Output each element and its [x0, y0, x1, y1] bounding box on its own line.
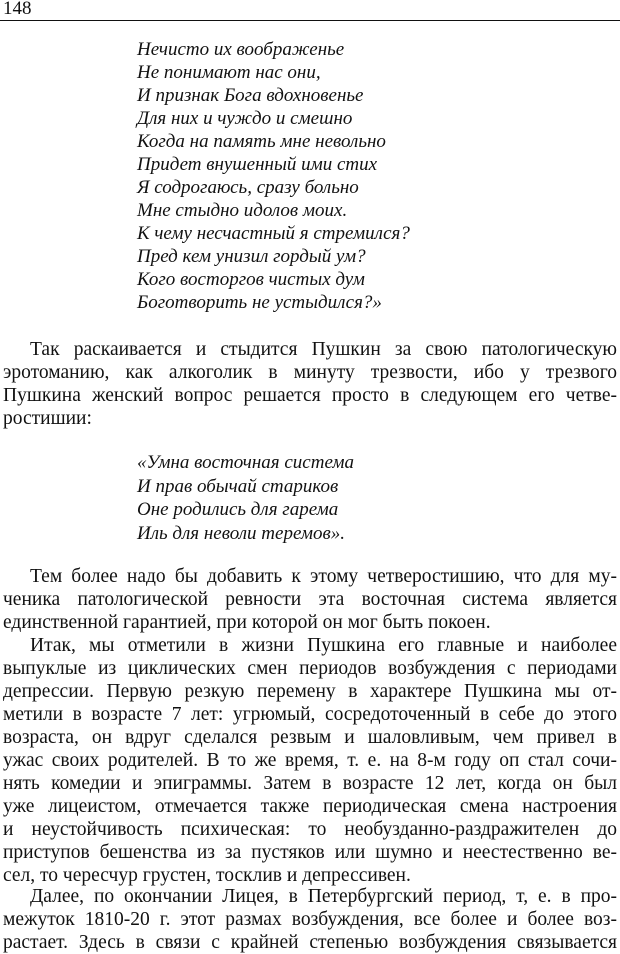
page-number: 148 [3, 0, 32, 19]
verse-line: Придет внушенный ими стих [137, 154, 378, 175]
verse-line: Пред кем унизил гордый ум? [137, 246, 366, 267]
text-line: сел, то чересчур грустен, тосклив и депрессивен. [3, 865, 411, 886]
verse-line: Не понимают нас они, [137, 62, 321, 83]
paragraph-2 [3, 565, 617, 634]
text-line: ростишии: [3, 408, 92, 429]
text-line: и неустойчивость психическая: то необузданно-раздражителен до [3, 819, 617, 840]
verse-line: И признак Бога вдохновенье [137, 85, 364, 106]
verse-line: Для них и чуждо и смешно [137, 108, 353, 129]
verse-block-1 [137, 38, 410, 314]
paragraph-4 [3, 885, 617, 954]
verse-line: Я содрогаюсь, сразу больно [137, 177, 359, 198]
text-line: Пушкина женский вопрос решается просто в следующем его четве- [3, 385, 617, 406]
verse-line: Иль для неволи теремов». [137, 522, 346, 544]
text-line: Тем более надо бы добавить к этому четверостишию, что для му- [30, 566, 617, 587]
verse-block-2 [137, 451, 354, 545]
verse-line: Мне стыдно идолов моих. [137, 200, 348, 221]
text-line: выпуклые из циклических смен периодов возбуждения с периодами [3, 658, 617, 679]
verse-line: И прав обычай стариков [137, 475, 339, 497]
paragraph-3 [3, 634, 617, 887]
text-line: растает. Здесь в связи с крайней степенью возбуждения связывается [3, 932, 617, 953]
text-line: уже лицеистом, отмечается также периодическая смена настроения [3, 796, 617, 817]
verse-line: Кого восторгов чистых дум [137, 269, 365, 290]
verse-line: «Умна восточная система [137, 452, 355, 473]
text-line: возраста, он вдруг сделался резвым и шаловливым, чем привел в [3, 727, 617, 748]
text-line: Так раскаивается и стыдится Пушкин за свою патологическую [30, 339, 617, 360]
text-line: метили в возрасте 7 лет: угрюмый, сосредоточенный в себе до этого [3, 704, 617, 725]
verse-line: Боготворить не устыдился?» [137, 292, 382, 313]
text-line: единственной гарантией, при которой он мог быть покоен. [3, 612, 491, 633]
header-rule [0, 20, 620, 21]
verse-line: Нечисто их воображенье [137, 39, 345, 60]
text-line: депрессии. Первую резкую перемену в характере Пушкина мы от- [3, 681, 617, 702]
text-line: эротоманию, как алкоголик в минуту трезвости, ибо у трезвого [3, 362, 617, 383]
text-line: ченика патологической ревности эта восточная система является [3, 589, 617, 610]
text-line: Далее, по окончании Лицея, в Петербургский период, т, е. в про- [30, 886, 617, 907]
verse-line: Когда на память мне невольно [137, 131, 386, 152]
verse-line: К чему несчастный я стремился? [137, 223, 410, 244]
verse-line: Оне родились для гарема [137, 499, 339, 520]
text-line: приступов бешенства из за пустяков или шумно и неестественно ве- [3, 842, 617, 863]
text-line: межуток 1810-20 г. этот размах возбуждения, все более и более воз- [3, 909, 617, 930]
paragraph-1 [3, 338, 617, 430]
text-line: ужас своих родителей. В то же время, т. е. на 8-м году оп стал сочи- [3, 750, 617, 771]
text-line: нять комедии и эпиграммы. Затем в возрасте 12 лет, когда он был [3, 773, 617, 794]
text-line: Итак, мы отметили в жизни Пушкина его главные и наиболее [30, 635, 617, 656]
